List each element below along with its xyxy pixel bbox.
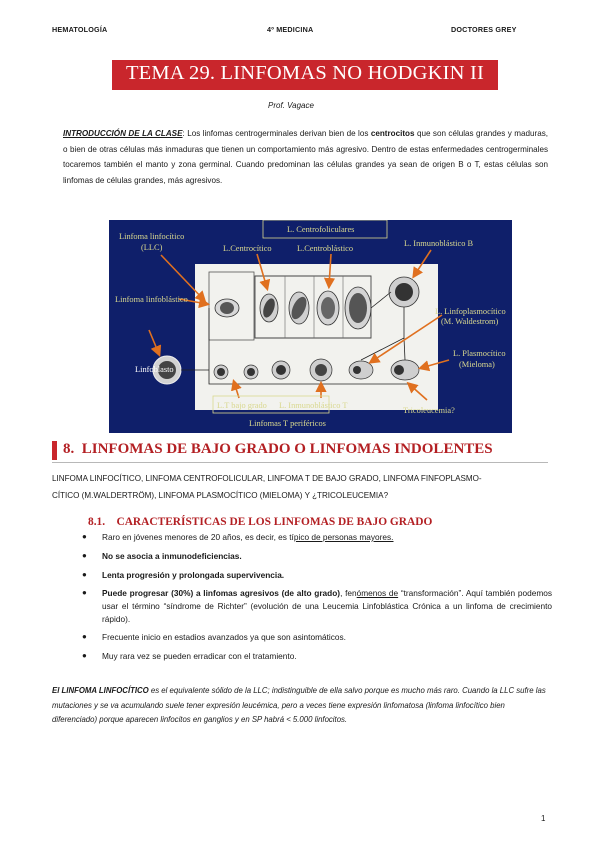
list-item (82, 631, 552, 644)
bullet-icon: ● (82, 632, 87, 642)
professor-name: Prof. Vagace (268, 101, 314, 110)
bullet-icon: ● (82, 550, 87, 560)
section81-title: CARACTERÍSTICAS DE LOS LINFOMAS DE BAJO GRADO (116, 516, 433, 528)
bullet1-underlined: pico de personas mayores. (293, 532, 394, 542)
diagram-svg (109, 220, 512, 433)
label-waldestrom: (M. Waldestrom) (441, 317, 499, 326)
intro-text-b: que son células grandes y maduras, o bien de otras células más inmaduras que tienen un comportamiento más agresivo. Dentro de estas enfermedades centrogerminales tocaremos también el manto y zona germinal. Cuando predominan las células grandes ya sean de origen B o T, estas células son linfomas de células grandes, más agresivos. (63, 129, 548, 185)
header-authors: DOCTORES GREY (451, 25, 517, 34)
label-inmunoblastico-t: L. Inmunoblástico T (279, 401, 348, 410)
intro-bold-term: centrocitos (370, 129, 415, 138)
title-banner (112, 60, 498, 90)
section8-divider (52, 462, 548, 463)
bullet2-text: No se asocia a inmunodeficiencias. (102, 550, 242, 561)
label-centrocitico: L.Centrocítico (223, 244, 272, 253)
label-plasmocitico: L. Plasmocítico (453, 349, 506, 358)
closing-bold-term: El LINFOMA LINFOCÍTICO (52, 686, 149, 695)
intro-label: INTRODUCCIÓN DE LA CLASE (63, 129, 183, 138)
bullet-icon: ● (82, 588, 87, 598)
bullet5-text: Frecuente inicio en estadios avanzados ya que son asintomáticos. (102, 632, 346, 643)
bullet6-text: Muy rara vez se pueden erradicar con el tratamiento. (102, 651, 297, 662)
header-course: 4º MEDICINA (267, 25, 314, 34)
label-t-bajo-grado: L.T bajo grado (217, 401, 267, 410)
intro-paragraph (63, 126, 548, 188)
section8-list (52, 470, 548, 504)
closing-text: es el equivalente sólido de la LLC; indistinguible de ella salvo porque es mucho más raro. Cuando la LLC sufre las mutaciones y se va acumulando suele tener expresión leucémica, pero a veces tiene expresión linfomatosa (linfoma linfocítico bien diferenciado) porque aparecen linfocitos en ganglios y en SP habrá < 5.000 linfocitos. (52, 686, 546, 724)
list-item (82, 550, 552, 563)
page-number: 1 (541, 814, 546, 823)
bullet-icon: ● (82, 569, 87, 579)
label-linfoma-linfoblastico: Linfoma linfoblástico (115, 295, 188, 304)
label-centrofoliculares: L. Centrofoliculares (287, 225, 355, 234)
section81-heading (88, 516, 432, 528)
label-linfoplasmocitico: L. Linfoplasmocítico (435, 307, 506, 316)
bullet3-text: Lenta progresión y prolongada supervivencia. (102, 569, 285, 580)
label-centroblastico: L.Centroblástico (297, 244, 354, 253)
label-linfoma-linfocitico: Linfoma linfocítico (119, 232, 185, 241)
lymphoma-classification-diagram (109, 220, 512, 433)
intro-text-a: : Los linfomas centrogerminales derivan bien de los (182, 129, 371, 138)
label-inmunoblastico-b: L. Inmunoblástico B (404, 239, 474, 248)
section8-heading (63, 441, 493, 458)
list-item (82, 650, 552, 663)
list-item (82, 569, 552, 582)
bullet-icon: ● (82, 651, 87, 661)
bullet4-text-b: “transformación”. Aquí también podemos usar el término “síndrome de Richter” (evolución de una Leucemia Linfoblástica Crónica a un linfoma de crecimiento rápido). (102, 588, 552, 624)
section81-number: 8.1. (88, 516, 106, 528)
label-mieloma: (Mieloma) (459, 360, 495, 369)
characteristics-list (82, 531, 552, 669)
bullet4-underlined: ómenos de (356, 588, 399, 599)
label-linfoblasto: Linfoblasto (135, 365, 174, 374)
section8-list-line2: CÍTICO (M.WALDERTRÖM), LINFOMA PLASMOCÍTICO (MIELOMA) Y ¿TRICOLEUCEMIA? (52, 491, 389, 500)
section8-marker (52, 441, 57, 460)
label-tricoleucemia: Tricoleucemia? (403, 406, 455, 415)
label-llc: (LLC) (141, 243, 163, 252)
list-item (82, 531, 552, 544)
section8-number: 8. (63, 441, 75, 457)
section8-title: LINFOMAS DE BAJO GRADO O LINFOMAS INDOLENTES (81, 441, 493, 457)
label-linfomas-t-perifericos: Linfomas T periféricos (249, 419, 326, 428)
bullet1-text: Raro en jóvenes menores de 20 años, es decir, es tí (102, 532, 294, 542)
bullet4-text-a: , fen (340, 588, 357, 599)
list-item (82, 587, 552, 625)
header-subject: HEMATOLOGÍA (52, 25, 108, 34)
section8-list-line1: LINFOMA LINFOCÍTICO, LINFOMA CENTROFOLICULAR, LINFOMA T DE BAJO GRADO, LINFOMA FINFOPLASMO- (52, 474, 482, 483)
bullet4-bold: Puede progresar (30%) a linfomas agresivos (de alto grado) (102, 588, 341, 599)
closing-paragraph (52, 684, 550, 728)
bullet-icon: ● (82, 532, 87, 541)
page-title: TEMA 29. LINFOMAS NO HODGKIN II (125, 62, 485, 84)
